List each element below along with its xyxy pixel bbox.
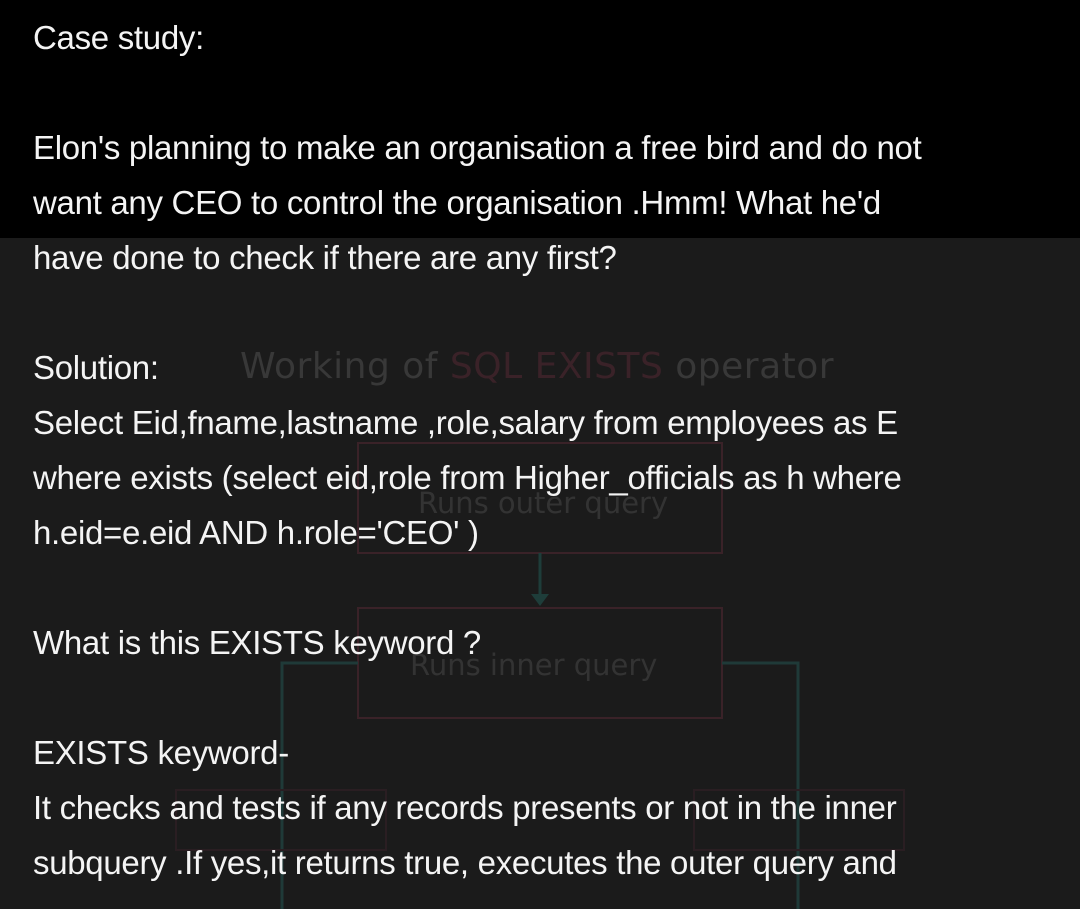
inner-query-box-label: Runs inner query — [410, 648, 658, 682]
outer-query-box-label: Runs outer query — [418, 486, 669, 520]
spacer — [33, 65, 1063, 120]
what-is-exists-question: What is this EXISTS keyword ? — [33, 624, 481, 661]
question-line: want any CEO to control the organisation .Hmm! What he'd — [33, 184, 881, 221]
sql-line: Select Eid,fname,lastname ,role,salary from employees as E — [33, 404, 898, 441]
sql-line: h.eid=e.eid AND h.role='CEO' ) — [33, 514, 479, 551]
spacer — [33, 670, 1063, 725]
exists-explanation-line: It checks and tests if any records presents or not in the inner — [33, 789, 897, 826]
spacer — [33, 285, 1063, 340]
exists-keyword-heading: EXISTS keyword- — [33, 734, 289, 771]
background-diagram-title: Working of SQL EXISTS operator — [240, 346, 835, 387]
sql-line: where exists (select eid,role from Higher_officials as h where — [33, 459, 902, 496]
exists-explanation-line: subquery .If yes,it returns true, executes the outer query and — [33, 844, 897, 881]
question-line: Elon's planning to make an organisation a free bird and do not — [33, 129, 922, 166]
question-line: have done to check if there are any first? — [33, 239, 617, 276]
document-text — [33, 10, 1063, 890]
solution-heading: Solution: — [33, 349, 159, 386]
case-study-heading: Case study: — [33, 19, 204, 56]
spacer — [33, 560, 1063, 615]
